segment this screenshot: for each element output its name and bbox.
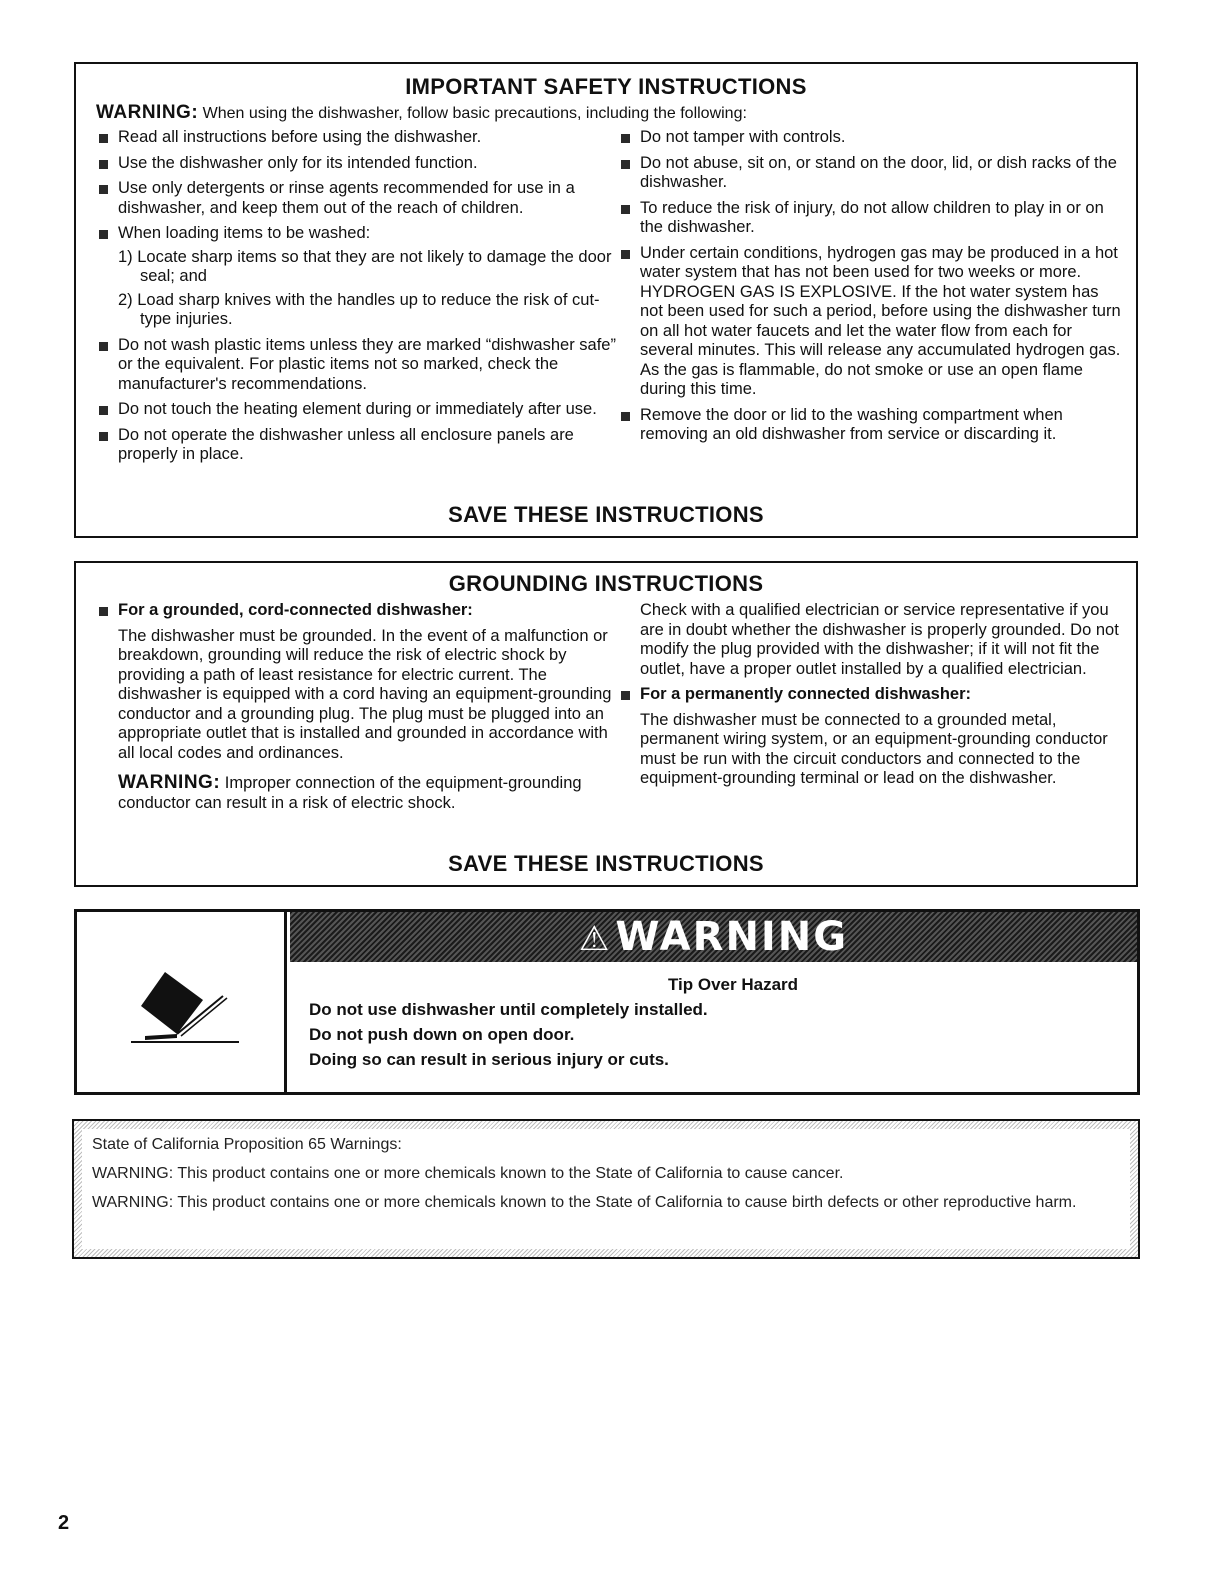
loading-heading: When loading items to be washed: xyxy=(118,224,371,242)
prop65-warning: WARNING: This product contains one or more chemicals known to the State of California to cause birth defects or other reproductive harm. xyxy=(92,1194,1077,1211)
grounding-instructions-box xyxy=(74,561,1138,887)
prop65-box xyxy=(72,1119,1140,1259)
grounding-right-column xyxy=(618,601,1123,789)
warning-line: Do not use dishwasher until completely installed. xyxy=(309,1000,708,1019)
list-item: Under certain conditions, hydrogen gas may be produced in a hot water system that has not been used for two weeks or more. HYDROGEN GAS IS EXPLOSIVE. If the hot water system has not been used for such a period, before using the dishwasher turn on all hot water faucets and let the water flow from each for several minutes. This will release any accumulated hydrogen gas. As the gas is flammable, do not smoke or use an open flame during this time. xyxy=(618,244,1123,400)
permanent-connection-heading: For a permanently connected dishwasher: xyxy=(640,685,971,703)
list-item xyxy=(96,224,616,330)
cord-connected-heading: For a grounded, cord-connected dishwasher: xyxy=(118,601,473,619)
list-item: Read all instructions before using the dishwasher. xyxy=(96,128,616,148)
list-item: Do not touch the heating element during or immediately after use. xyxy=(96,400,616,420)
alert-triangle-icon: ⚠ xyxy=(578,919,612,959)
list-item: To reduce the risk of injury, do not allow children to play in or on the dishwasher. xyxy=(618,199,1123,238)
list-item xyxy=(96,601,616,621)
list-item: Do not wash plastic items unless they are marked “dishwasher safe” or the equivalent. For plastic items not so marked, check the manufacturer's recommendations. xyxy=(96,336,616,395)
save-instructions-heading: SAVE THESE INSTRUCTIONS xyxy=(448,502,764,527)
prop65-warning: WARNING: This product contains one or more chemicals known to the State of California to cause cancer. xyxy=(92,1165,844,1182)
tip-over-icon-cell xyxy=(77,912,287,1092)
loading-step: 2) Load sharp knives with the handles up to reduce the risk of cut-type injuries. xyxy=(118,290,600,328)
tip-over-warning-box xyxy=(74,909,1140,1095)
list-item: Do not operate the dishwasher unless all enclosure panels are properly in place. xyxy=(96,426,616,465)
grounding-title: GROUNDING INSTRUCTIONS xyxy=(448,571,764,596)
safety-columns xyxy=(76,128,1136,488)
warning-label: WARNING: xyxy=(96,102,199,123)
warning-line: Doing so can result in serious injury or cuts. xyxy=(309,1050,669,1069)
hazard-title: Tip Over Hazard xyxy=(667,975,799,994)
prop65-heading: State of California Proposition 65 Warnings: xyxy=(92,1136,402,1153)
grounding-columns xyxy=(76,601,1136,851)
warning-text: When using the dishwasher, follow basic precautions, including the following: xyxy=(202,105,747,122)
list-item: Do not tamper with controls. xyxy=(618,128,1123,148)
warning-banner-text: WARNING xyxy=(615,914,849,960)
permanent-connection-body: The dishwasher must be connected to a grounded metal, permanent wiring system, or an equipment-grounding conductor must be run with the circuit conductors and connected to the equipment-grounding terminal or lead on the dishwasher. xyxy=(640,710,1108,787)
list-item: Remove the door or lid to the washing compartment when removing an old dishwasher from service or discarding it. xyxy=(618,406,1123,445)
list-item: Use only detergents or rinse agents recommended for use in a dishwasher, and keep them out of the reach of children. xyxy=(96,179,616,218)
save-instructions-heading: SAVE THESE INSTRUCTIONS xyxy=(448,851,764,876)
warning-banner xyxy=(290,912,1137,962)
warning-line: Do not push down on open door. xyxy=(309,1025,575,1044)
safety-left-column xyxy=(96,128,616,471)
warning-text: Improper connection of the equipment-grounding conductor can result in a risk of electric shock. xyxy=(118,774,582,812)
safety-instructions-box xyxy=(74,62,1138,538)
grounding-left-column xyxy=(96,601,616,813)
tip-over-hazard-icon xyxy=(123,962,243,1052)
loading-step: 1) Locate sharp items so that they are not likely to damage the door seal; and xyxy=(118,247,612,285)
list-item: Do not abuse, sit on, or stand on the door, lid, or dish racks of the dishwasher. xyxy=(618,154,1123,193)
safety-title: IMPORTANT SAFETY INSTRUCTIONS xyxy=(405,74,807,99)
safety-warning-line xyxy=(96,102,1136,124)
loading-steps xyxy=(118,248,616,330)
list-item: Use the dishwasher only for its intended function. xyxy=(96,154,616,174)
warning-label: WARNING: xyxy=(118,772,221,793)
grounding-warning xyxy=(118,773,616,813)
safety-right-column xyxy=(618,128,1123,451)
check-electrician-text: Check with a qualified electrician or service representative if you are in doubt whether the dishwasher is properly grounded. Do not modify the plug provided with the dishwasher; if it will not fit the outlet, have a proper outlet installed by a qualified electrician. xyxy=(640,601,1119,678)
list-item xyxy=(618,685,1123,705)
cord-connected-body: The dishwasher must be grounded. In the event of a malfunction or breakdown, grounding will reduce the risk of electric shock by providing a path of least resistance for electric current. The dishwasher is equipped with a cord having an equipment-grounding conductor and a grounding plug. The plug must be plugged into an appropriate outlet that is installed and grounded in accordance with all local codes and ordinances. xyxy=(118,626,612,762)
prop65-content xyxy=(82,1129,1130,1249)
page-number: 2 xyxy=(58,1512,70,1534)
tip-over-warning-text xyxy=(309,972,1117,1072)
